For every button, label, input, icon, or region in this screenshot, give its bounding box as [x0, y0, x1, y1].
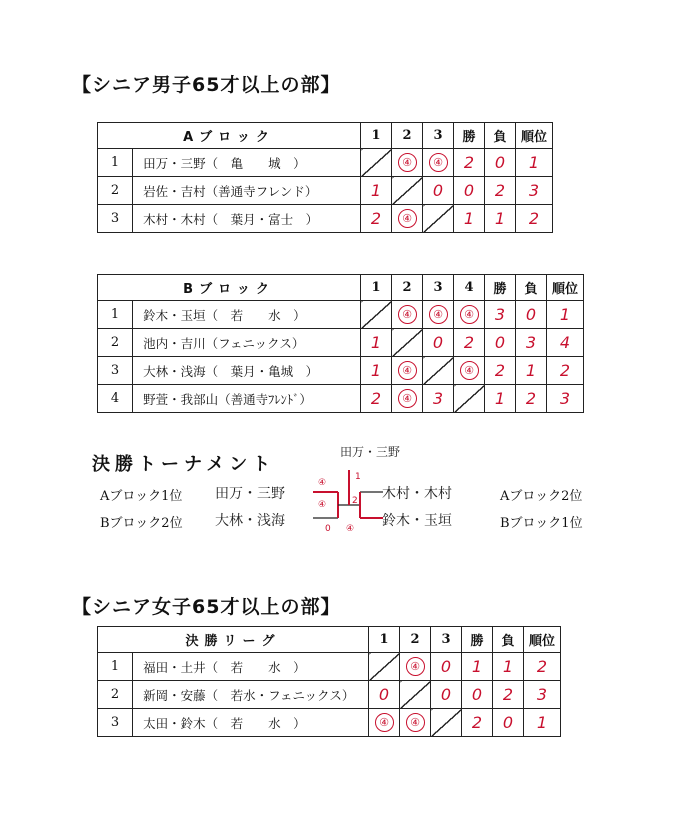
right1-name: 木村・木村 — [382, 486, 452, 502]
score-value: 1 — [370, 361, 382, 380]
circled-score: ④ — [460, 305, 479, 324]
bracket-score-top-left: ④ — [318, 478, 327, 488]
team-name: 鈴木・玉垣（ 若 水 ） — [133, 301, 361, 329]
wins-value: 0 — [463, 181, 475, 200]
score-cell — [431, 653, 462, 681]
team-name: 新岡・安藤（ 若水・フェニックス） — [133, 681, 369, 709]
score-value: 0 — [432, 333, 444, 352]
diagonal-cell — [392, 177, 423, 205]
diagonal-cell — [423, 205, 454, 233]
wins-value: 1 — [494, 389, 506, 408]
wins-cell — [462, 709, 493, 737]
wins-cell — [485, 329, 516, 357]
losses-value: 1 — [502, 657, 514, 676]
row-number: 1 — [98, 653, 133, 681]
score-cell — [361, 329, 392, 357]
losses-value: 2 — [525, 389, 537, 408]
score-cell — [369, 681, 400, 709]
rank-cell — [516, 149, 553, 177]
bracket-score-mid-left: ④ — [318, 500, 327, 510]
score-cell — [431, 681, 462, 709]
team-name: 野萱・我部山（善通寺ﾌﾚﾝﾄﾞ） — [133, 385, 361, 413]
tournament-heading: 決勝トーナメント — [92, 454, 276, 475]
circled-score: ④ — [398, 209, 417, 228]
losses-cell — [493, 653, 524, 681]
diagonal-cell — [423, 357, 454, 385]
col-header: 2 — [392, 275, 423, 301]
losses-cell — [485, 177, 516, 205]
circled-score: ④ — [460, 361, 479, 380]
score-cell — [423, 149, 454, 177]
rank-cell — [547, 357, 584, 385]
score-cell — [423, 301, 454, 329]
row-number: 3 — [98, 709, 133, 737]
team-name: 池内・吉川（フェニックス） — [133, 329, 361, 357]
losses-value: 0 — [494, 153, 506, 172]
losses-value: 2 — [502, 685, 514, 704]
score-cell — [423, 385, 454, 413]
col-header: 順位 — [516, 123, 553, 149]
diagonal-cell — [392, 329, 423, 357]
rank-cell — [547, 329, 584, 357]
table-header-row — [98, 627, 561, 653]
rank-cell — [516, 205, 553, 233]
losses-cell — [516, 357, 547, 385]
col-header: 3 — [423, 275, 454, 301]
wins-value: 0 — [471, 685, 483, 704]
losses-cell — [493, 709, 524, 737]
rank-cell — [524, 709, 561, 737]
table-header-row — [98, 123, 553, 149]
block-a-table — [97, 122, 553, 233]
rank-value: 2 — [528, 209, 540, 228]
row-number: 3 — [98, 205, 133, 233]
table-row — [98, 653, 561, 681]
diagonal-cell — [361, 149, 392, 177]
col-header: 1 — [369, 627, 400, 653]
diagonal-cell — [431, 709, 462, 737]
score-value: 0 — [378, 685, 390, 704]
block-b-title: Bブロック — [98, 275, 361, 301]
diagonal-cell — [369, 653, 400, 681]
wins-cell — [462, 653, 493, 681]
losses-cell — [516, 385, 547, 413]
block-a-title: Aブロック — [98, 123, 361, 149]
wins-value: 2 — [494, 361, 506, 380]
row-number: 2 — [98, 177, 133, 205]
score-cell — [361, 205, 392, 233]
losses-cell — [485, 205, 516, 233]
team-name: 田万・三野（ 亀 城 ） — [133, 149, 361, 177]
women-league-table — [97, 626, 561, 737]
row-number: 2 — [98, 681, 133, 709]
wins-cell — [454, 205, 485, 233]
tournament-winner: 田万・三野 — [340, 445, 401, 459]
rank-value: 1 — [536, 713, 548, 732]
table-row — [98, 357, 584, 385]
wins-value: 3 — [494, 305, 506, 324]
wins-cell — [462, 681, 493, 709]
col-header: 負 — [493, 627, 524, 653]
circled-score: ④ — [406, 713, 425, 732]
left2-label: Bブロック2位 — [100, 516, 183, 531]
men-section-heading: 【シニア男子65才以上の部】 — [72, 74, 341, 96]
losses-value: 0 — [525, 305, 537, 324]
women-section-heading: 【シニア女子65才以上の部】 — [72, 596, 341, 618]
score-cell — [454, 329, 485, 357]
losses-cell — [485, 149, 516, 177]
rank-value: 4 — [559, 333, 571, 352]
table-row — [98, 329, 584, 357]
table-row — [98, 301, 584, 329]
rank-cell — [547, 385, 584, 413]
wins-cell — [485, 385, 516, 413]
score-value: 0 — [440, 657, 452, 676]
right1-label: Aブロック2位 — [500, 489, 583, 504]
table-row — [98, 709, 561, 737]
rank-value: 1 — [528, 153, 540, 172]
score-cell — [392, 357, 423, 385]
col-header: 2 — [400, 627, 431, 653]
table-row — [98, 205, 553, 233]
row-number: 4 — [98, 385, 133, 413]
wins-cell — [454, 149, 485, 177]
losses-value: 3 — [525, 333, 537, 352]
score-cell — [423, 177, 454, 205]
circled-score: ④ — [429, 305, 448, 324]
wins-value: 2 — [463, 153, 475, 172]
losses-cell — [516, 329, 547, 357]
col-header: 勝 — [462, 627, 493, 653]
table-row — [98, 149, 553, 177]
left1-label: Aブロック1位 — [100, 489, 183, 504]
diagonal-cell — [361, 301, 392, 329]
league-title: 決勝リーグ — [98, 627, 369, 653]
losses-value: 0 — [502, 713, 514, 732]
circled-score: ④ — [406, 657, 425, 676]
circled-score: ④ — [398, 153, 417, 172]
score-value: 2 — [370, 209, 382, 228]
wins-cell — [454, 177, 485, 205]
col-header: 1 — [361, 275, 392, 301]
row-number: 3 — [98, 357, 133, 385]
wins-cell — [485, 357, 516, 385]
row-number: 1 — [98, 149, 133, 177]
block-b-table — [97, 274, 584, 413]
rank-value: 1 — [559, 305, 571, 324]
table-row — [98, 177, 553, 205]
rank-cell — [547, 301, 584, 329]
circled-score: ④ — [398, 389, 417, 408]
col-header: 3 — [431, 627, 462, 653]
losses-cell — [516, 301, 547, 329]
row-number: 1 — [98, 301, 133, 329]
diagonal-cell — [454, 385, 485, 413]
score-cell — [361, 177, 392, 205]
score-cell — [454, 357, 485, 385]
table-row — [98, 385, 584, 413]
col-header: 2 — [392, 123, 423, 149]
score-cell — [392, 385, 423, 413]
right2-label: Bブロック1位 — [500, 516, 583, 531]
col-header: 順位 — [524, 627, 561, 653]
col-header: 1 — [361, 123, 392, 149]
score-cell — [369, 709, 400, 737]
score-value: 2 — [463, 333, 475, 352]
right2-name: 鈴木・玉垣 — [382, 513, 452, 529]
score-cell — [400, 653, 431, 681]
rank-value: 3 — [528, 181, 540, 200]
rank-cell — [516, 177, 553, 205]
rank-cell — [524, 681, 561, 709]
score-cell — [392, 205, 423, 233]
col-header: 順位 — [547, 275, 584, 301]
score-value: 1 — [370, 333, 382, 352]
score-cell — [392, 149, 423, 177]
left2-name: 大林・浅海 — [215, 513, 285, 529]
bracket-score-bottom-right: ④ — [346, 524, 355, 534]
circled-score: ④ — [398, 305, 417, 324]
diagonal-cell — [400, 681, 431, 709]
losses-value: 2 — [494, 181, 506, 200]
circled-score: ④ — [429, 153, 448, 172]
score-cell — [392, 301, 423, 329]
team-name: 大林・浅海（ 葉月・亀城 ） — [133, 357, 361, 385]
rank-value: 2 — [559, 361, 571, 380]
col-header: 3 — [423, 123, 454, 149]
score-value: 0 — [440, 685, 452, 704]
wins-value: 1 — [471, 657, 483, 676]
losses-cell — [493, 681, 524, 709]
losses-value: 1 — [525, 361, 537, 380]
rank-value: 3 — [559, 389, 571, 408]
wins-cell — [485, 301, 516, 329]
losses-value: 1 — [494, 209, 506, 228]
score-cell — [400, 709, 431, 737]
team-name: 太田・鈴木（ 若 水 ） — [133, 709, 369, 737]
score-cell — [454, 301, 485, 329]
col-header: 負 — [516, 275, 547, 301]
score-cell — [361, 385, 392, 413]
col-header: 勝 — [485, 275, 516, 301]
score-value: 3 — [432, 389, 444, 408]
col-header: 勝 — [454, 123, 485, 149]
circled-score: ④ — [375, 713, 394, 732]
wins-value: 0 — [494, 333, 506, 352]
score-value: 0 — [432, 181, 444, 200]
bracket-score-top-right: 1 — [355, 472, 361, 482]
score-cell — [423, 329, 454, 357]
score-value: 2 — [370, 389, 382, 408]
row-number: 2 — [98, 329, 133, 357]
team-name: 岩佐・吉村（善通寺フレンド） — [133, 177, 361, 205]
rank-value: 2 — [536, 657, 548, 676]
bracket-score-bottom-left: 0 — [325, 524, 331, 534]
table-header-row — [98, 275, 584, 301]
team-name: 福田・土井（ 若 水 ） — [133, 653, 369, 681]
rank-cell — [524, 653, 561, 681]
col-header: 4 — [454, 275, 485, 301]
rank-value: 3 — [536, 685, 548, 704]
circled-score: ④ — [398, 361, 417, 380]
score-value: 1 — [370, 181, 382, 200]
col-header: 負 — [485, 123, 516, 149]
wins-value: 1 — [463, 209, 475, 228]
left1-name: 田万・三野 — [215, 486, 285, 502]
team-name: 木村・木村（ 葉月・富士 ） — [133, 205, 361, 233]
score-cell — [361, 357, 392, 385]
bracket-score-mid-right: 2 — [352, 496, 358, 506]
table-row — [98, 681, 561, 709]
wins-value: 2 — [471, 713, 483, 732]
